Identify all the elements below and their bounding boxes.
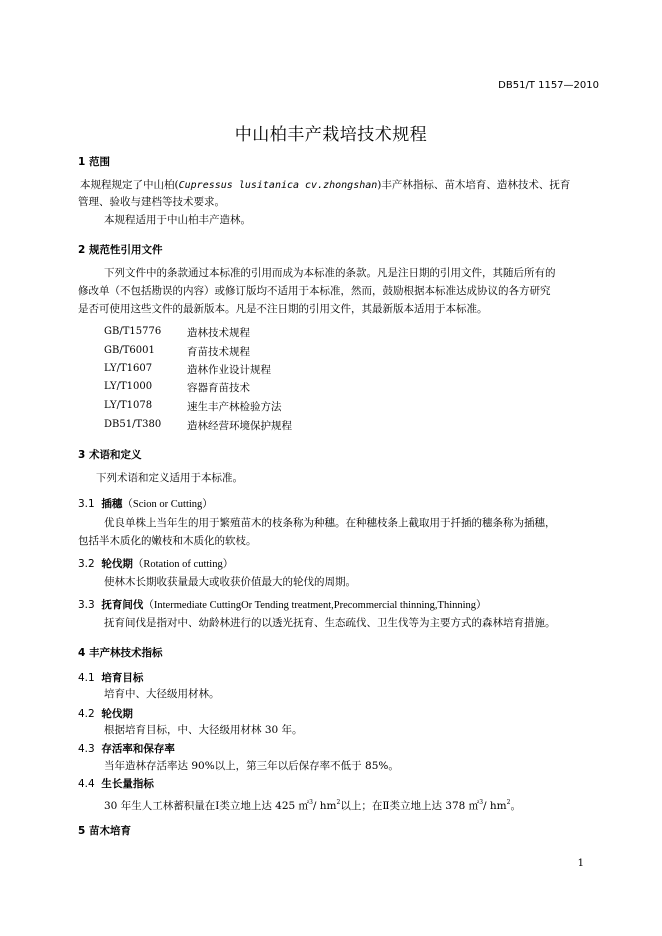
superscript: 3 [309,799,313,806]
superscript: 2 [506,799,511,806]
ref-code: DB51/T380 [104,419,162,430]
section-5-heading: 5 苗木培育 [78,825,131,837]
ref-name: 造林作业设计规程 [187,364,271,376]
item-number: 4.1 [78,672,95,684]
item-4-4-text [104,794,521,815]
ref-name: 容器育苗技术 [187,382,250,394]
ref-code: GB/T15776 [104,326,162,337]
s3-intro: 下列术语和定义适用于本标准。 [96,472,243,484]
term-english: （Rotation of cutting） [132,559,234,570]
page-number: 1 [577,858,584,869]
s1-paragraph-1-line-2: 管理、验收与建档等技术要求。 [78,196,225,208]
term-title: 插穗 [101,498,123,510]
term-3-3-line-1: 抚育间伐是指对中、幼龄林进行的以透光抚育、生态疏伐、卫生伐等为主要方式的森林培育措施。 [104,617,556,629]
item-4-1-heading [78,670,143,685]
s1-paragraph-1-line-1 [80,177,570,194]
ref-code: LY/T1000 [104,381,153,392]
term-3-1-line-2: 包括半木质化的嫩枝和木质化的软枝。 [78,535,257,547]
section-3-heading: 3 术语和定义 [78,449,142,461]
standard-code: DB51/T 1157—2010 [498,80,599,91]
term-3-1-line-1: 优良单株上当年生的用于繁殖苗木的枝条称为种穗。在种穗枝条上截取用于扦插的穗条称为插穗， [104,517,556,529]
ref-name: 造林技术规程 [187,327,250,339]
term-3-1-heading [78,496,213,511]
term-title: 抚育间伐 [101,599,144,611]
s2-line-2: 修改单（不包括勘误的内容）或修订版均不适用于本标准，然而，鼓励根据本标准达成协议的各方研究 [78,285,551,297]
item-4-3-text: 当年造林存活率达 90%以上，第三年以后保存率不低于 85%。 [104,760,399,772]
growth-text-5: 。 [510,800,521,812]
item-title: 生长量指标 [101,778,154,790]
superscript: 3 [479,799,484,806]
item-4-2-text: 根据培育目标，中、大径级用材林 30 年。 [104,724,303,736]
growth-text-1: 30 年生人工林蓄积量在Ⅰ类立地上达 425 ㎡ [104,800,310,812]
section-4-heading: 4 丰产林技术指标 [78,647,163,659]
s1-p1-text-b: )丰产林指标、苗木培育、造林技术、抚育 [377,179,571,191]
item-4-3-heading [78,741,175,756]
item-number: 4.3 [78,743,95,755]
s1-paragraph-2: 本规程适用于中山柏丰产造林。 [104,214,251,226]
item-title: 培育目标 [101,672,144,684]
item-title: 存活率和保存率 [101,743,175,755]
s1-p1-text-a: 本规程规定了中山柏( [80,179,179,191]
term-3-2-line-1: 使林木长期收获量最大或收获价值最大的轮伐的周期。 [104,576,356,588]
ref-name: 速生丰产林检验方法 [187,401,282,413]
term-english: （Intermediate CuttingOr Tending treatment,Precommercial thinning,Thinning） [143,600,487,611]
superscript: 2 [336,799,341,806]
item-number: 4.2 [78,708,95,720]
item-4-4-heading [78,776,154,791]
item-4-1-text: 培育中、大径级用材林。 [104,688,220,700]
term-english: （Scion or Cutting） [122,499,213,510]
item-number: 4.4 [78,778,95,790]
item-4-2-heading [78,706,133,721]
document-title: 中山柏丰产栽培技术规程 [234,125,428,145]
ref-name: 造林经营环境保护规程 [187,420,292,432]
s1-p1-latin-name: Cupressus lusitanica cv.zhongshan [178,180,378,191]
s2-line-3: 是否可使用这些文件的最新版本。凡是不注日期的引用文件，其最新版本适用于本标准。 [78,303,488,315]
section-2-heading: 2 规范性引用文件 [78,244,163,256]
term-number: 3.1 [78,498,95,510]
ref-code: LY/T1078 [104,400,153,411]
growth-text-3: 以上；在Ⅱ类立地上达 378 ㎡ [340,800,480,812]
ref-name: 育苗技术规程 [187,346,250,358]
growth-text-2: / hm [312,800,337,812]
section-1-heading: 1 范围 [78,156,110,168]
term-number: 3.3 [78,599,95,611]
term-number: 3.2 [78,558,95,570]
term-3-3-heading [78,597,487,612]
term-3-2-heading [78,556,233,571]
term-title: 轮伐期 [101,558,133,570]
ref-code: LY/T1607 [104,363,153,374]
ref-code: GB/T6001 [104,345,155,356]
item-title: 轮伐期 [101,708,133,720]
s2-line-1: 下列文件中的条款通过本标准的引用而成为本标准的条款。凡是注日期的引用文件，其随后所有的 [104,267,556,279]
growth-text-4: / hm [483,800,507,812]
